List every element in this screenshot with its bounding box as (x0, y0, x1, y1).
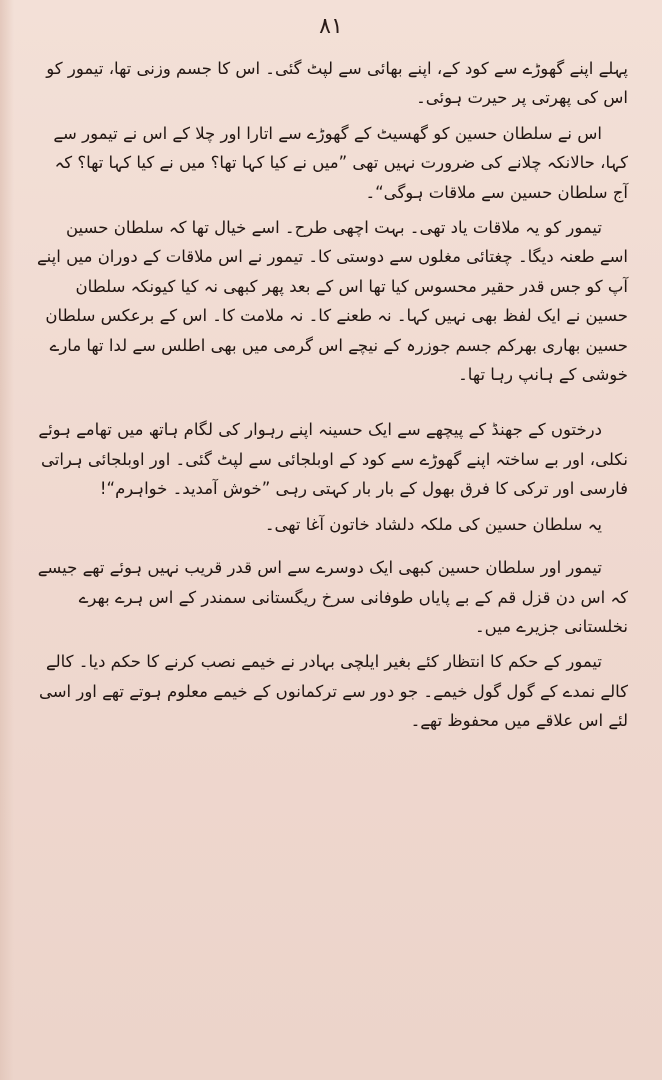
paragraph: تیمور اور سلطان حسین کبھی ایک دوسرے سے اس قدر قریب نہیں ہوئے تھے جیسے کہ اس دن قزل قم کے بے پایاں طوفانی سرخ ریگستانی سمندر کے اس ہرے بھرے نخلستانی جزیرے میں۔ (37, 558, 628, 636)
page-binding-edge (0, 0, 14, 1080)
paragraph: پہلے اپنے گھوڑے سے کود کے، اپنے بھائی سے لپٹ گئی۔ اس کا جسم وزنی تھا، تیمور کو اس کی پھرتی پر حیرت ہوئی۔ (46, 59, 628, 108)
paragraph: تیمور کے حکم کا انتظار کئے بغیر ایلچی بہادر نے خیمے نصب کرنے کا حکم دیا۔ کالے کالے نمدے کے گول گول خیمے۔ جو دور سے ترکمانوں کے خیمے معلوم ہوتے تھے اور اسی لئے اس علاقے میں محفوظ تھے۔ (38, 652, 628, 731)
page-number: ۸۱ (319, 14, 343, 39)
body-text (36, 54, 628, 736)
paragraph: اس نے سلطان حسین کو گھسیٹ کے گھوڑے سے اتارا اور چلا کے اس نے تیمور سے کہا، حالانکہ چلانے کی ضرورت نہیں تھی ”میں نے کیا کہا تھا؟ میں نے کیا کہا تھا؟ کہ آج سلطان حسین سے ملاقات ہوگی“۔ (53, 123, 628, 202)
paragraph: تیمور کو یہ ملاقات یاد تھی۔ بہت اچھی طرح۔ اسے خیال تھا کہ سلطان حسین اسے طعنہ دیگا۔ چغتائی مغلوں سے دوستی کا۔ تیمور نے اس ملاقات کے دوران میں اپنے آپ کو جس قدر حقیر محسوس کیا تھا اس کے بعد پھر کبھی نہ کیا کیونکہ سلطان حسین نے ایک لفظ بھی نہیں کہا۔ نہ طعنے کا۔ نہ ملامت کا۔ اس کے برعکس سلطان حسین بھاری بھرکم جسم جوزرہ کے نیچے اس گرمی میں بھی اطلس سے لدا تھا مارے خوشی کے ہانپ رہا تھا۔ (37, 218, 628, 385)
paragraph: یہ سلطان حسین کی ملکہ دلشاد خاتون آغا تھی۔ (264, 514, 602, 534)
paragraph: درختوں کے جھنڈ کے پیچھے سے ایک حسینہ اپنے رہوار کی لگام ہاتھ میں تھامے ہوئے نکلی، اور بے ساختہ اپنے گھوڑے سے کود کے اوبلجائی سے لپٹ گئی۔ اور اوبلجائی ہراتی فارسی اور ترکی کا فرق بھول کے بار بار کہتی رہی ”خوش آمدید۔ خواہرم“! (38, 420, 628, 499)
